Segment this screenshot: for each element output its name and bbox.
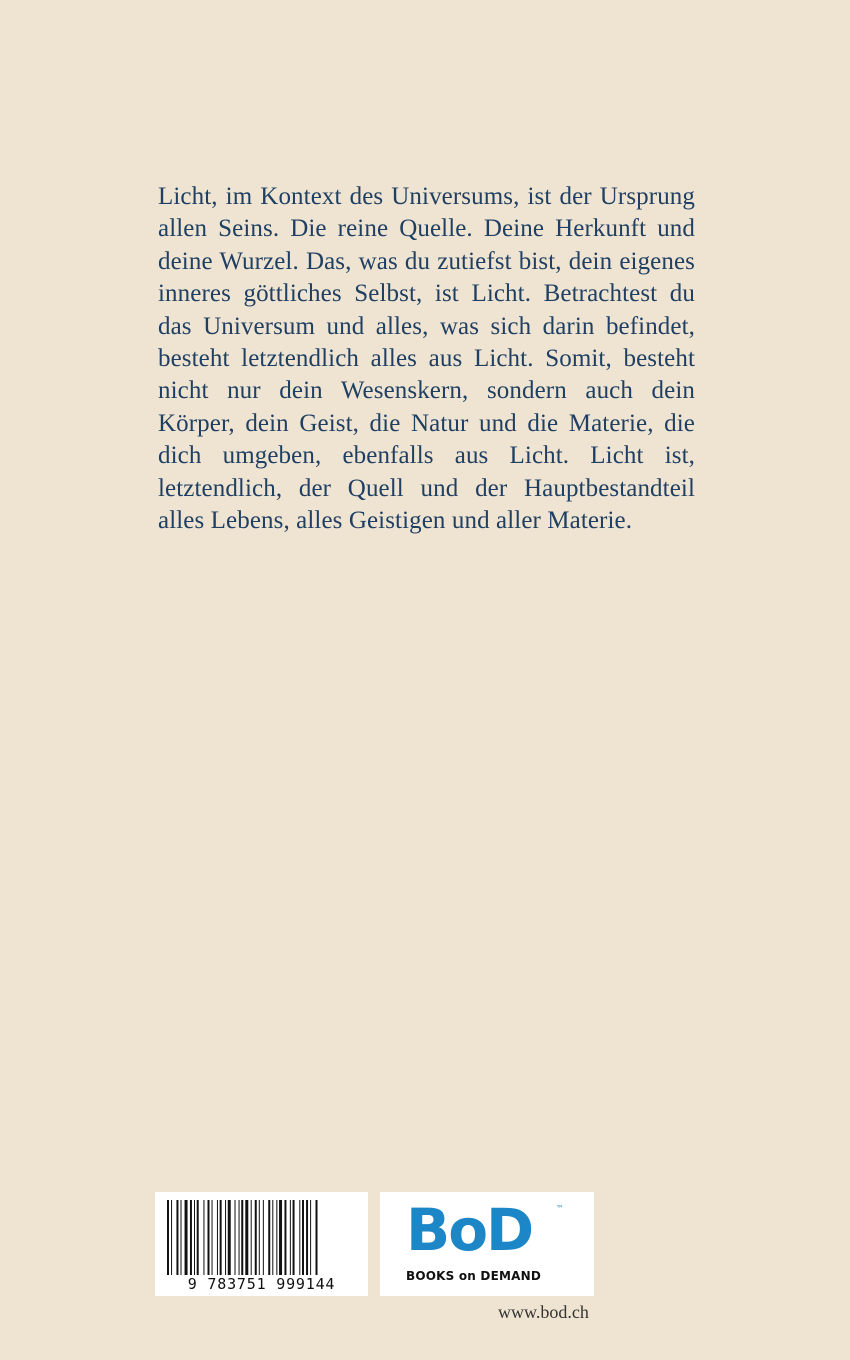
logo-tagline: BOOKS on DEMAND (406, 1269, 542, 1283)
logo-wordmark: BoD (406, 1196, 533, 1264)
trademark-symbol: ™ (556, 1204, 564, 1213)
isbn-barcode (155, 1192, 368, 1296)
back-cover-blurb: Licht, im Kontext des Universums, ist der Ursprung allen Seins. Die reine Quelle. Deine Herkunft und deine Wurzel. Das, was du zutiefst bist, dein eigenes inneres göttliches Selbst, ist Licht. Betrachtest du das Universum und alles, was sich darin befindet, besteht letztendlich alles aus Licht. Somit, besteht nicht nur dein Wesenskern, sondern auch dein Körper, dein Geist, die Natur und die Materie, die dich umgeben, ebenfalls aus Licht. Licht ist, letztendlich, der Quell und der Hauptbestandteil alles Lebens, alles Geistigen und aller Materie. (158, 183, 695, 535)
publisher-website: www.bod.ch (498, 1302, 589, 1322)
isbn-number: 9 783751 999144 (187, 1275, 336, 1293)
barcode-icon (163, 1200, 360, 1275)
publisher-logo (380, 1192, 594, 1296)
